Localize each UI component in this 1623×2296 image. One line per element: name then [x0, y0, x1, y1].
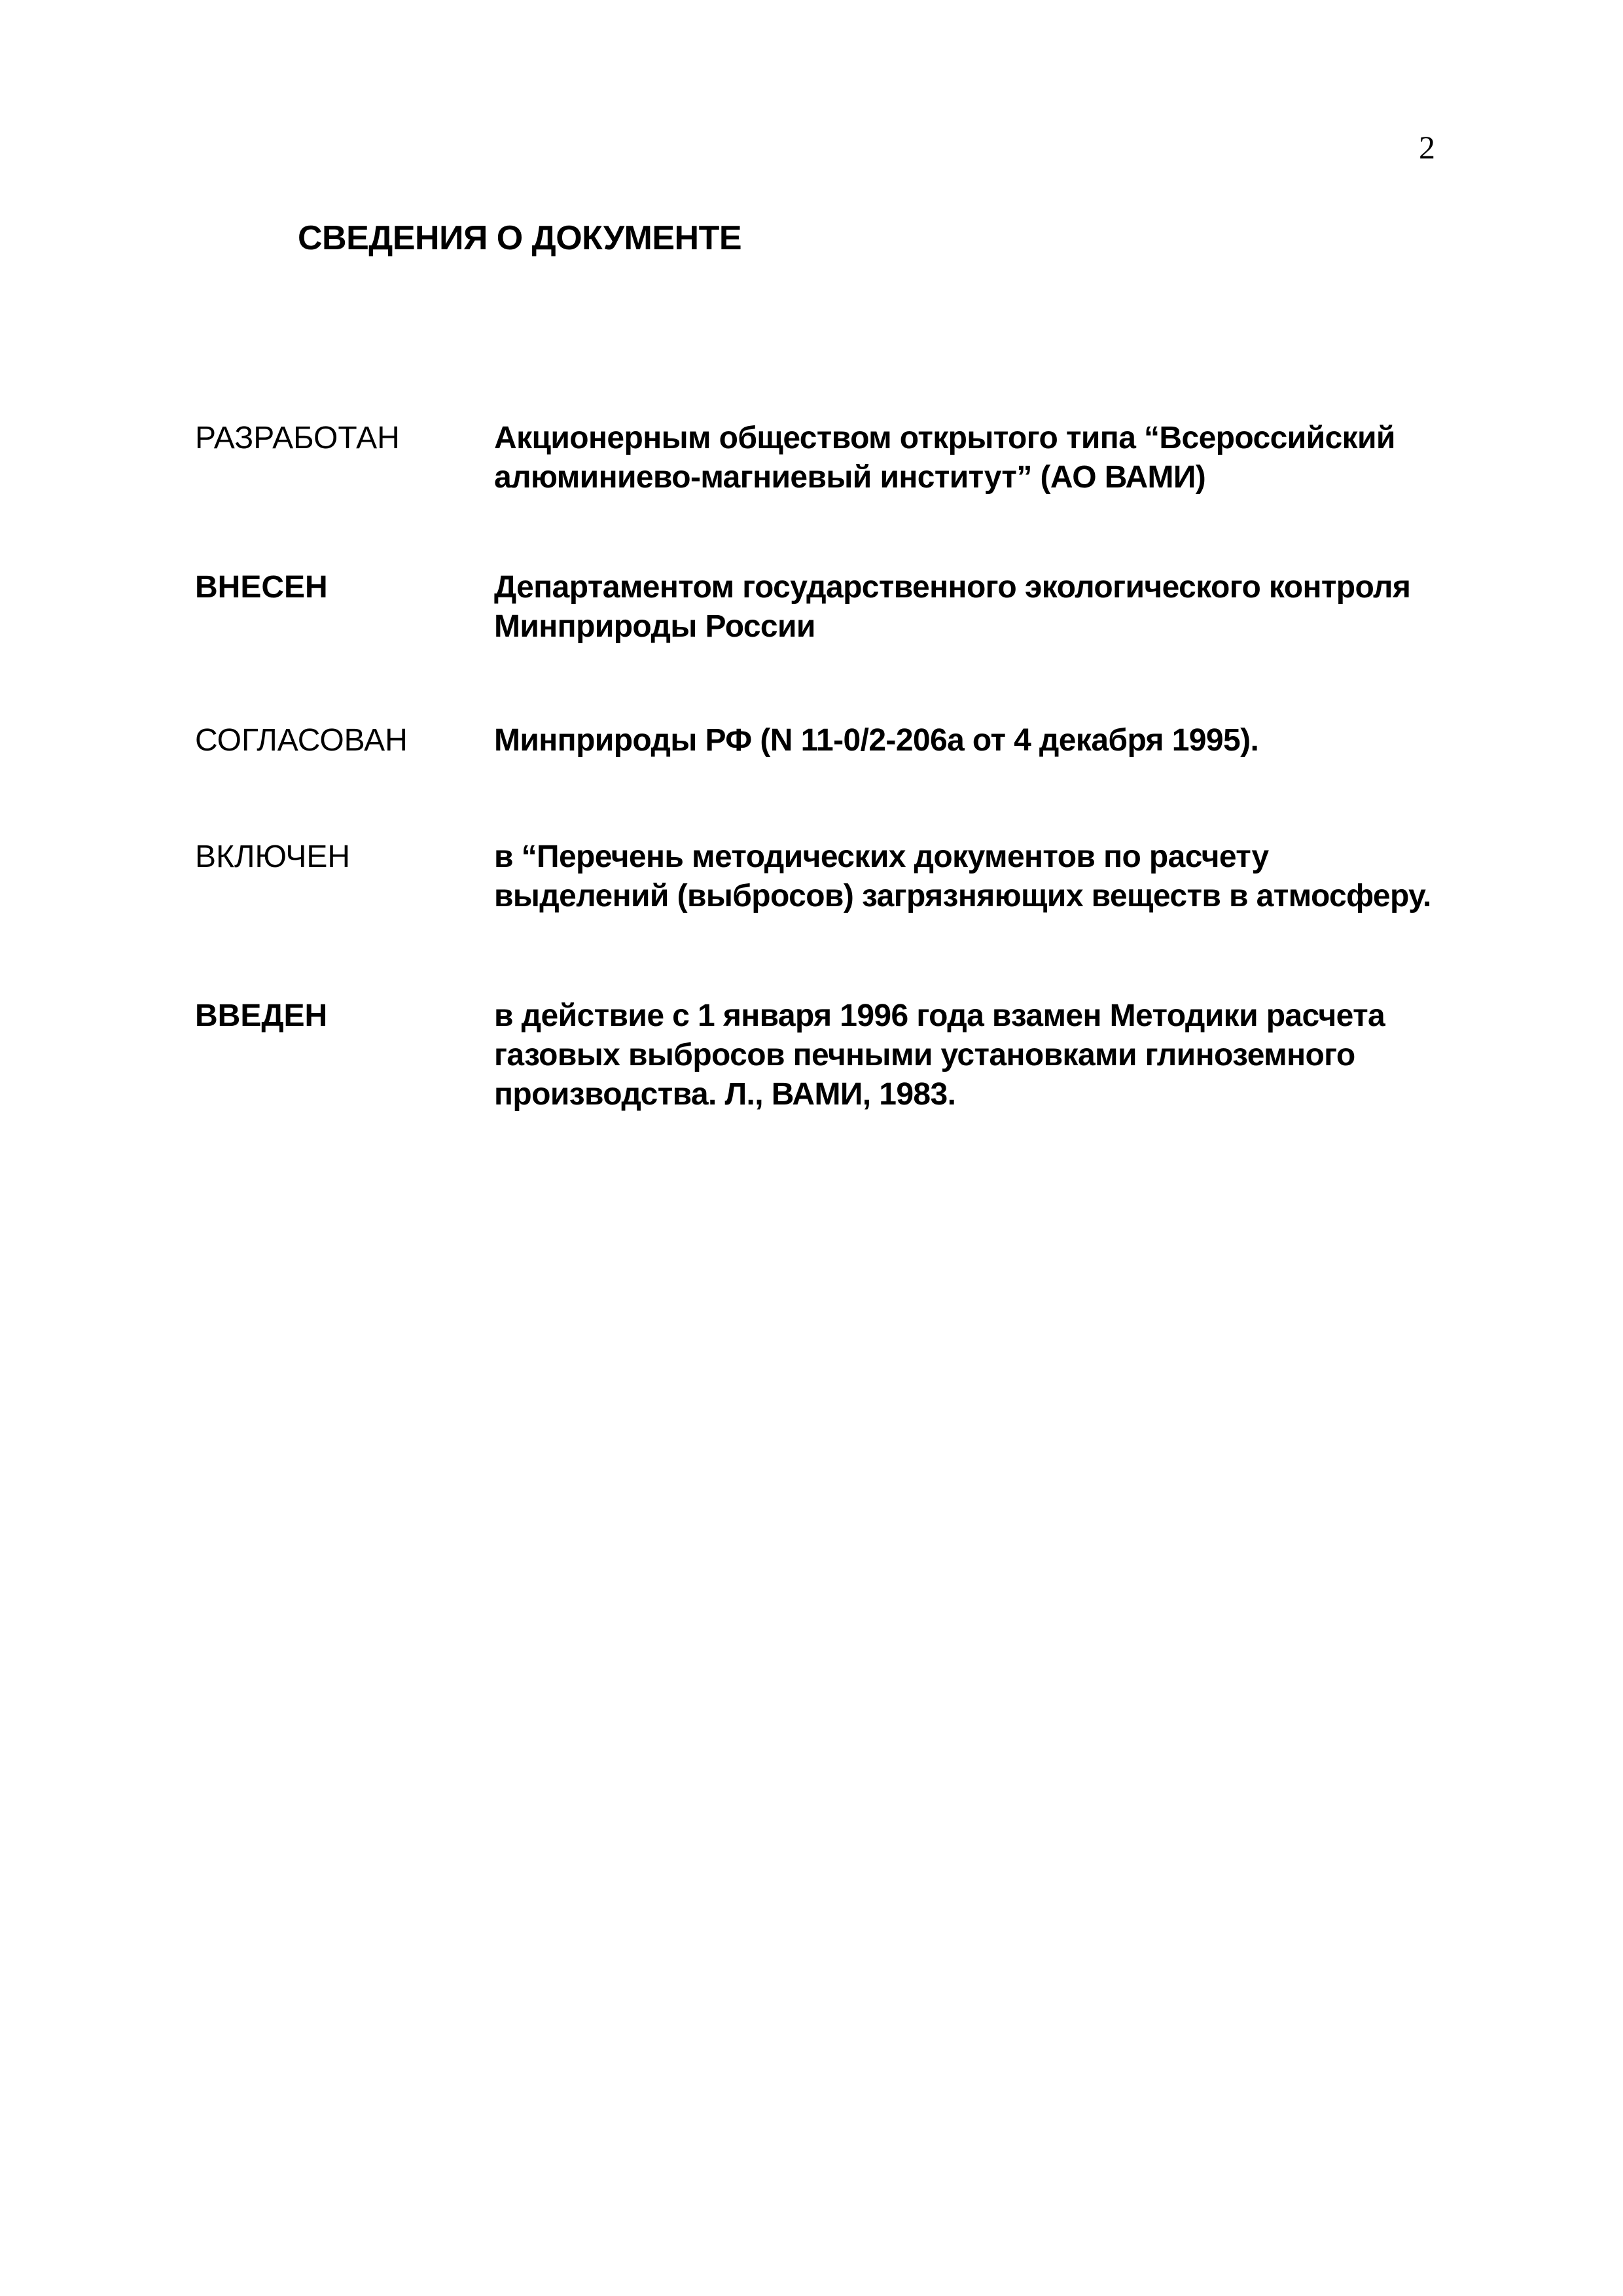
entry-text-line: Акционерным обществом открытого типа “Всероссийский	[494, 421, 1395, 455]
entry-label: ВНЕСЕН	[195, 570, 328, 605]
entry-text-line: в “Перечень методических документов по расчету	[494, 839, 1269, 874]
entry-text-line: производства. Л., ВАМИ, 1983.	[494, 1077, 956, 1112]
entry-text-line: выделений (выбросов) загрязняющих веществ в атмосферу.	[494, 879, 1431, 913]
entry-text-line: газовых выбросов печными установками глиноземного	[494, 1038, 1355, 1072]
entry-label: ВВЕДЕН	[195, 998, 328, 1033]
entry-text	[494, 419, 1515, 497]
entry-text-line: Минприроды России	[494, 609, 815, 644]
entry-label: СОГЛАСОВАН	[195, 723, 408, 758]
entry-label: ВКЛЮЧЕН	[195, 839, 351, 874]
entry-text-line: Минприроды РФ (N 11-0/2-206а от 4 декабря 1995).	[494, 723, 1259, 758]
document-title: СВЕДЕНИЯ О ДОКУМЕНТЕ	[298, 219, 742, 257]
entry-text-line: алюминиево-магниевый институт” (АО ВАМИ)	[494, 460, 1206, 495]
entry-text-line: в действие с 1 января 1996 года взамен Методики расчета	[494, 998, 1385, 1033]
entry-text	[494, 721, 1515, 760]
entry-label: РАЗРАБОТАН	[195, 421, 400, 455]
entry-text	[494, 568, 1515, 646]
entry-text-line: Департаментом государственного экологического контроля	[494, 570, 1411, 605]
entry-text	[494, 838, 1515, 916]
page-number: 2	[1419, 129, 1435, 166]
entry-text	[494, 997, 1515, 1114]
